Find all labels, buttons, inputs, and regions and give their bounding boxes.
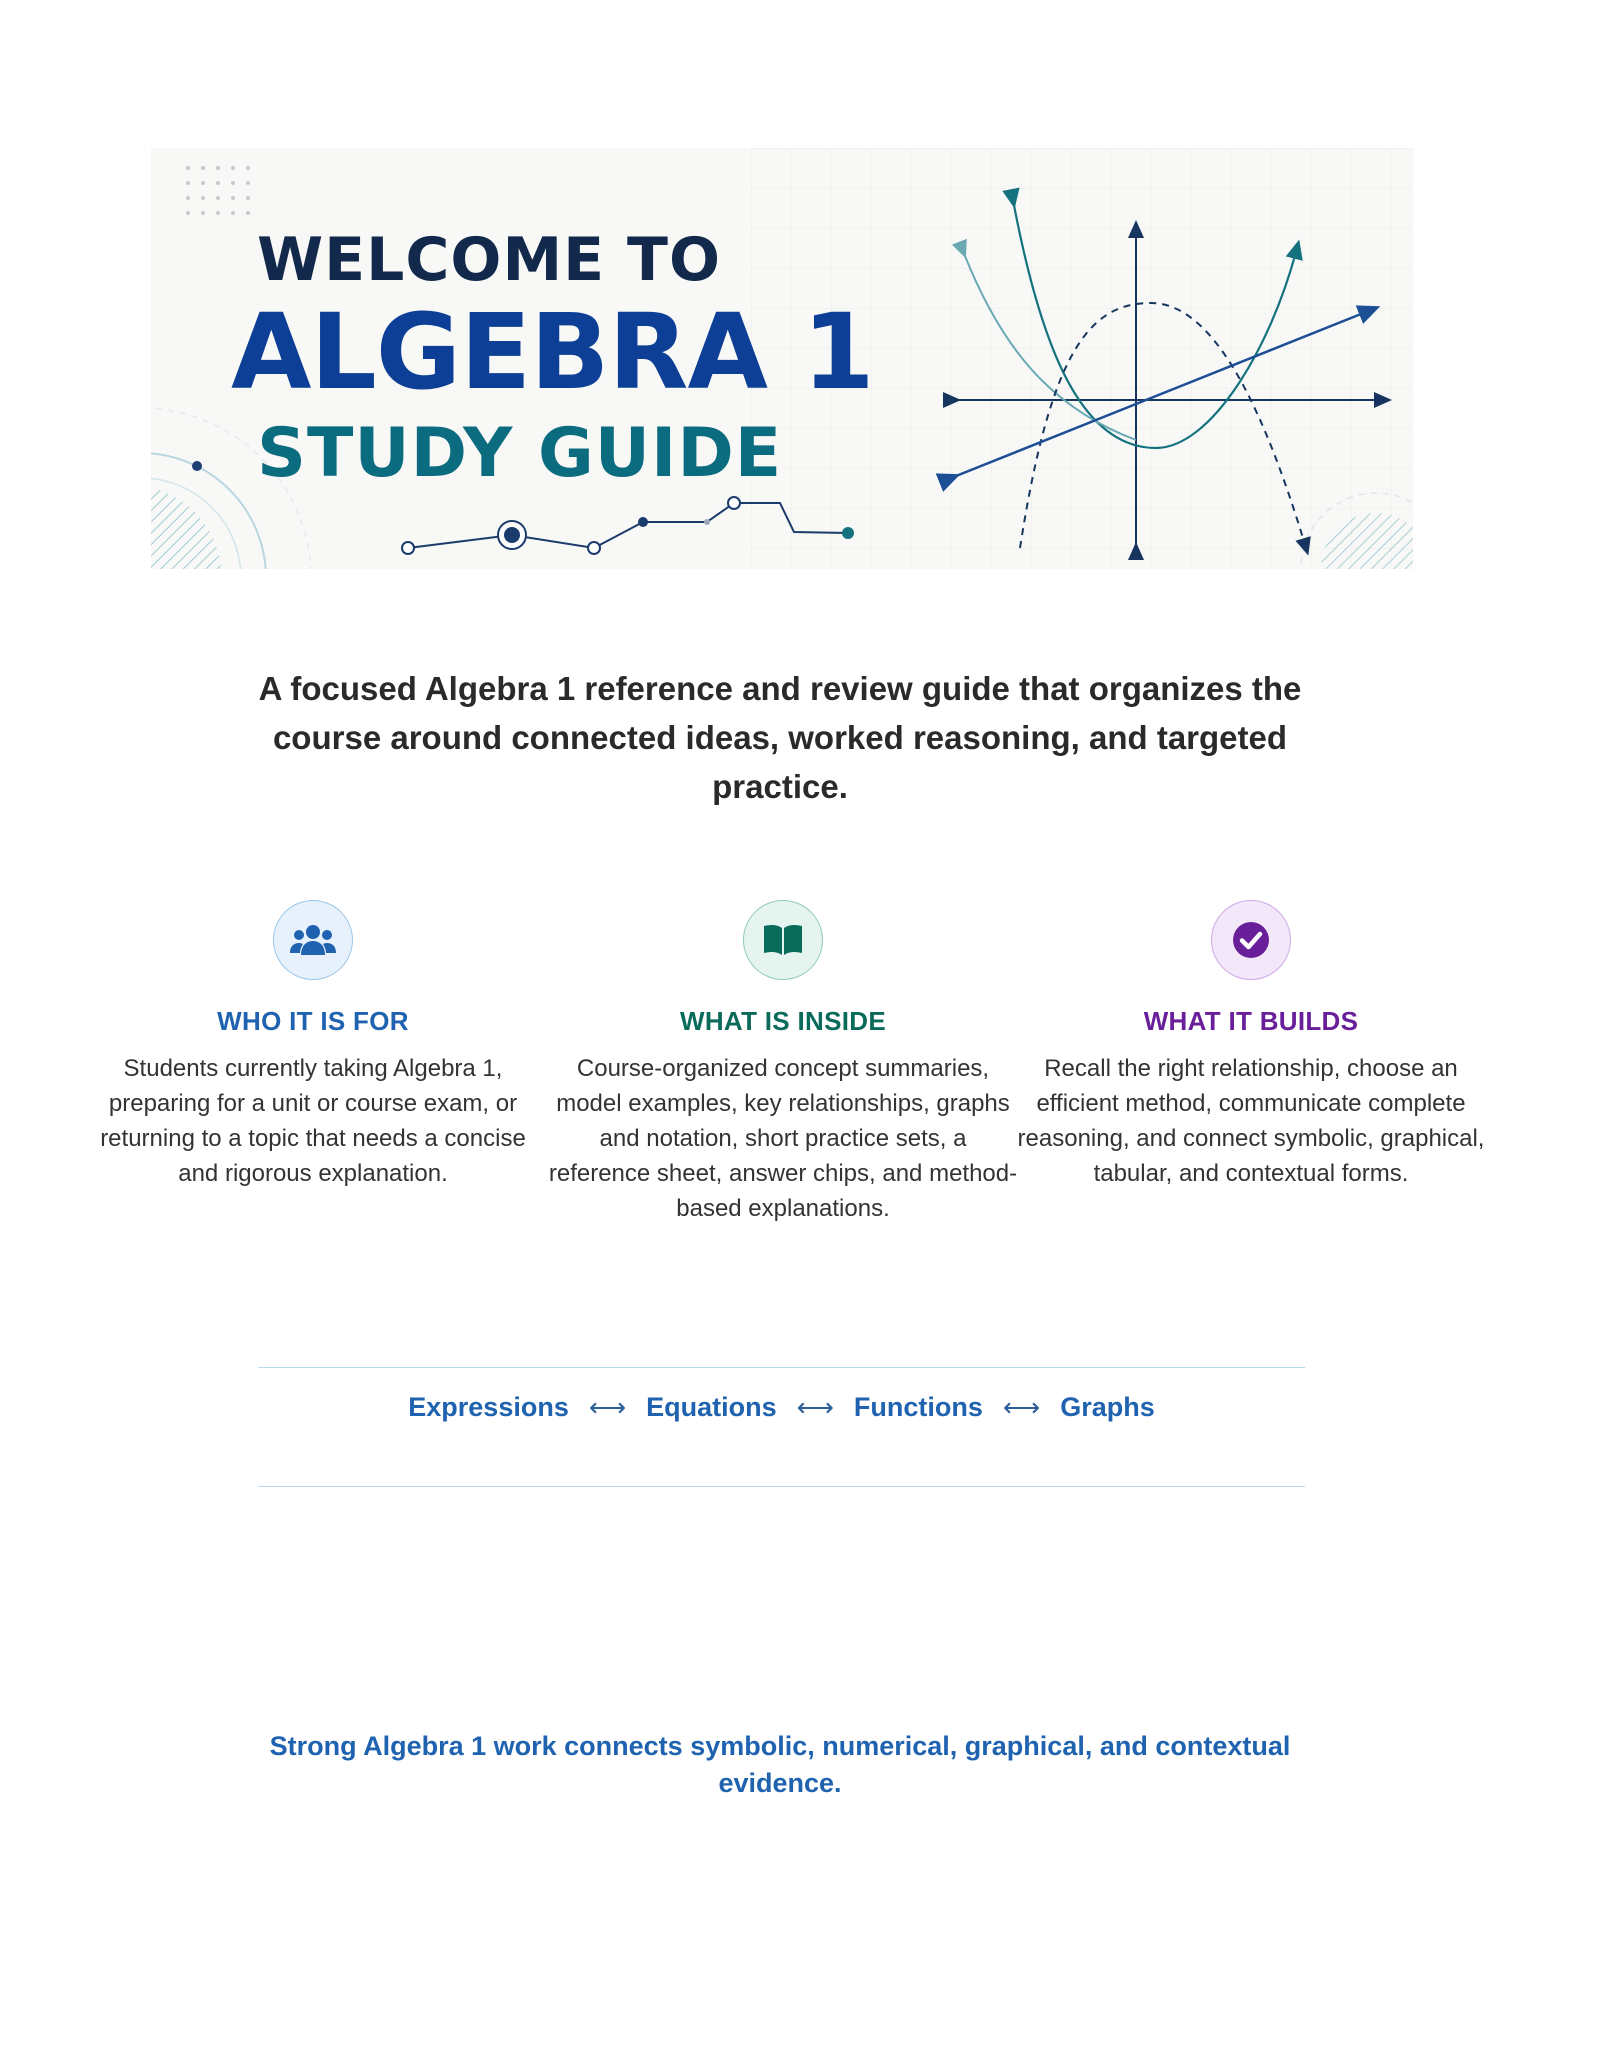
chain-item-equations: Equations bbox=[646, 1392, 777, 1422]
intro-statement: A focused Algebra 1 reference and review guide that organizes the course around connected ideas, worked reasoning, and targeted practice. bbox=[258, 670, 1302, 805]
feature-columns bbox=[0, 900, 1600, 1260]
closing-statement: Strong Algebra 1 work connects symbolic, numerical, graphical, and contextual evidence. bbox=[269, 1731, 1291, 1798]
feature-what-it-builds bbox=[1016, 900, 1486, 1191]
feature-what-is-inside bbox=[548, 900, 1018, 1226]
feature-title: WHAT IT BUILDS bbox=[1143, 1006, 1359, 1036]
feature-description: Students currently taking Algebra 1, preparing for a unit or course exam, or returning to a topic that needs a concise and rigorous explanation. bbox=[100, 1055, 526, 1187]
double-arrow-icon: ⟷ bbox=[1002, 1392, 1041, 1422]
divider-top bbox=[258, 1367, 1305, 1368]
banner-welcome-text: WELCOME TO bbox=[257, 225, 721, 295]
double-arrow-icon: ⟷ bbox=[796, 1392, 834, 1422]
feature-description: Recall the right relationship, choose an efficient method, communicate complete reasoning, and connect symbolic, graphical, tabular, and contextual forms. bbox=[1017, 1055, 1485, 1187]
double-arrow-icon: ⟷ bbox=[588, 1392, 627, 1422]
hero-banner bbox=[151, 148, 1413, 569]
banner-algebra-text: ALGEBRA 1 bbox=[231, 291, 874, 413]
chain-item-graphs: Graphs bbox=[1060, 1392, 1155, 1422]
users-icon bbox=[273, 900, 353, 980]
open-book-icon bbox=[743, 900, 823, 980]
chain-item-functions: Functions bbox=[853, 1392, 983, 1422]
divider-bottom bbox=[258, 1486, 1305, 1487]
feature-description: Course-organized concept summaries, model examples, key relationships, graphs and notation, short practice sets, a reference sheet, answer chips, and method-based explanations. bbox=[548, 1055, 1018, 1222]
feature-title: WHO IT IS FOR bbox=[217, 1006, 409, 1036]
concept-chain bbox=[258, 1392, 1305, 1423]
check-circle-icon bbox=[1211, 900, 1291, 980]
chain-item-expressions: Expressions bbox=[408, 1392, 569, 1422]
feature-title: WHAT IS INSIDE bbox=[680, 1006, 886, 1036]
banner-title-group bbox=[151, 148, 1413, 569]
feature-who-it-is-for bbox=[78, 900, 548, 1191]
banner-study-guide-text: STUDY GUIDE bbox=[257, 414, 783, 493]
